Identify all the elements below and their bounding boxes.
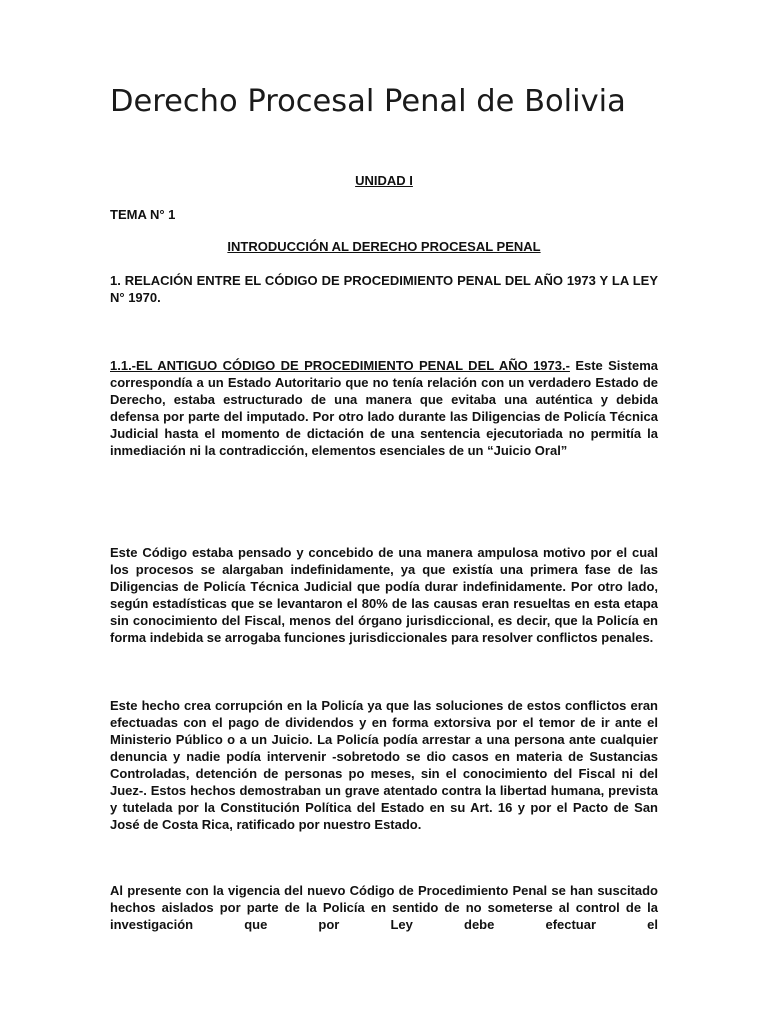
subsection-heading: 1.1.-EL ANTIGUO CÓDIGO DE PROCEDIMIENTO PENAL DEL AÑO 1973.-: [110, 358, 570, 373]
topic-label: TEMA N° 1: [110, 207, 176, 222]
paragraph-antiguo-codigo: [110, 357, 658, 459]
paragraph-text: Este Sistema correspondía a un Estado Autoritario que no tenía relación con un verdadero Estado de Derecho, estaba estructurado de una manera que evitaba una auténtica y debida defensa por parte del imputado. Por otro lado durante las Diligencias de Policía Técnica Judicial hasta el momento de dictación de una sentencia ejecutoriada no permitía la inmediación ni la contradicción, elementos esenciales de un “Juicio Oral”: [110, 358, 659, 458]
intro-heading: INTRODUCCIÓN AL DERECHO PROCESAL PENAL: [227, 239, 541, 254]
unit-heading: UNIDAD I: [355, 173, 413, 188]
paragraph: Al presente con la vigencia del nuevo Código de Procedimiento Penal se han suscitado hechos aislados por parte de la Policía en sentido de no someterse al control de la investigación que por Ley debe efectuar el: [110, 883, 658, 932]
document-title: Derecho Procesal Penal de Bolivia: [110, 84, 626, 119]
section-heading: 1. RELACIÓN ENTRE EL CÓDIGO DE PROCEDIMIENTO PENAL DEL AÑO 1973 Y LA LEY N° 1970.: [110, 273, 658, 305]
paragraph: Este hecho crea corrupción en la Policía ya que las soluciones de estos conflictos eran efectuadas con el pago de dividendos y en forma extorsiva por el temor de ir ante el Ministerio Público o a un Juicio. La Policía podía arrestar a una persona ante cualquier denuncia y nadie podía intervenir -sobretodo se dio casos en materia de Sustancias Controladas, detención de personas po meses, sin el conocimiento del Fiscal ni del Juez-. Estos hechos demostraban un grave atentado contra la libertad humana, prevista y tutelada por la Constitución Política del Estado en su Art. 16 y por el Pacto de San José de Costa Rica, ratificado por nuestro Estado.: [110, 698, 658, 832]
paragraph: Este Código estaba pensado y concebido de una manera ampulosa motivo por el cual los procesos se alargaban indefinidamente, ya que existía una primera fase de las Diligencias de Policía Técnica Judicial que podía durar indefinidamente. Por otro lado, según estadísticas que se levantaron el 80% de las causas eran resueltas en esta etapa sin conocimiento del Fiscal, menos del órgano jurisdiccional, es decir, que la Policía en forma indebida se arrogaba funciones jurisdiccionales para resolver conflictos penales.: [110, 545, 658, 645]
